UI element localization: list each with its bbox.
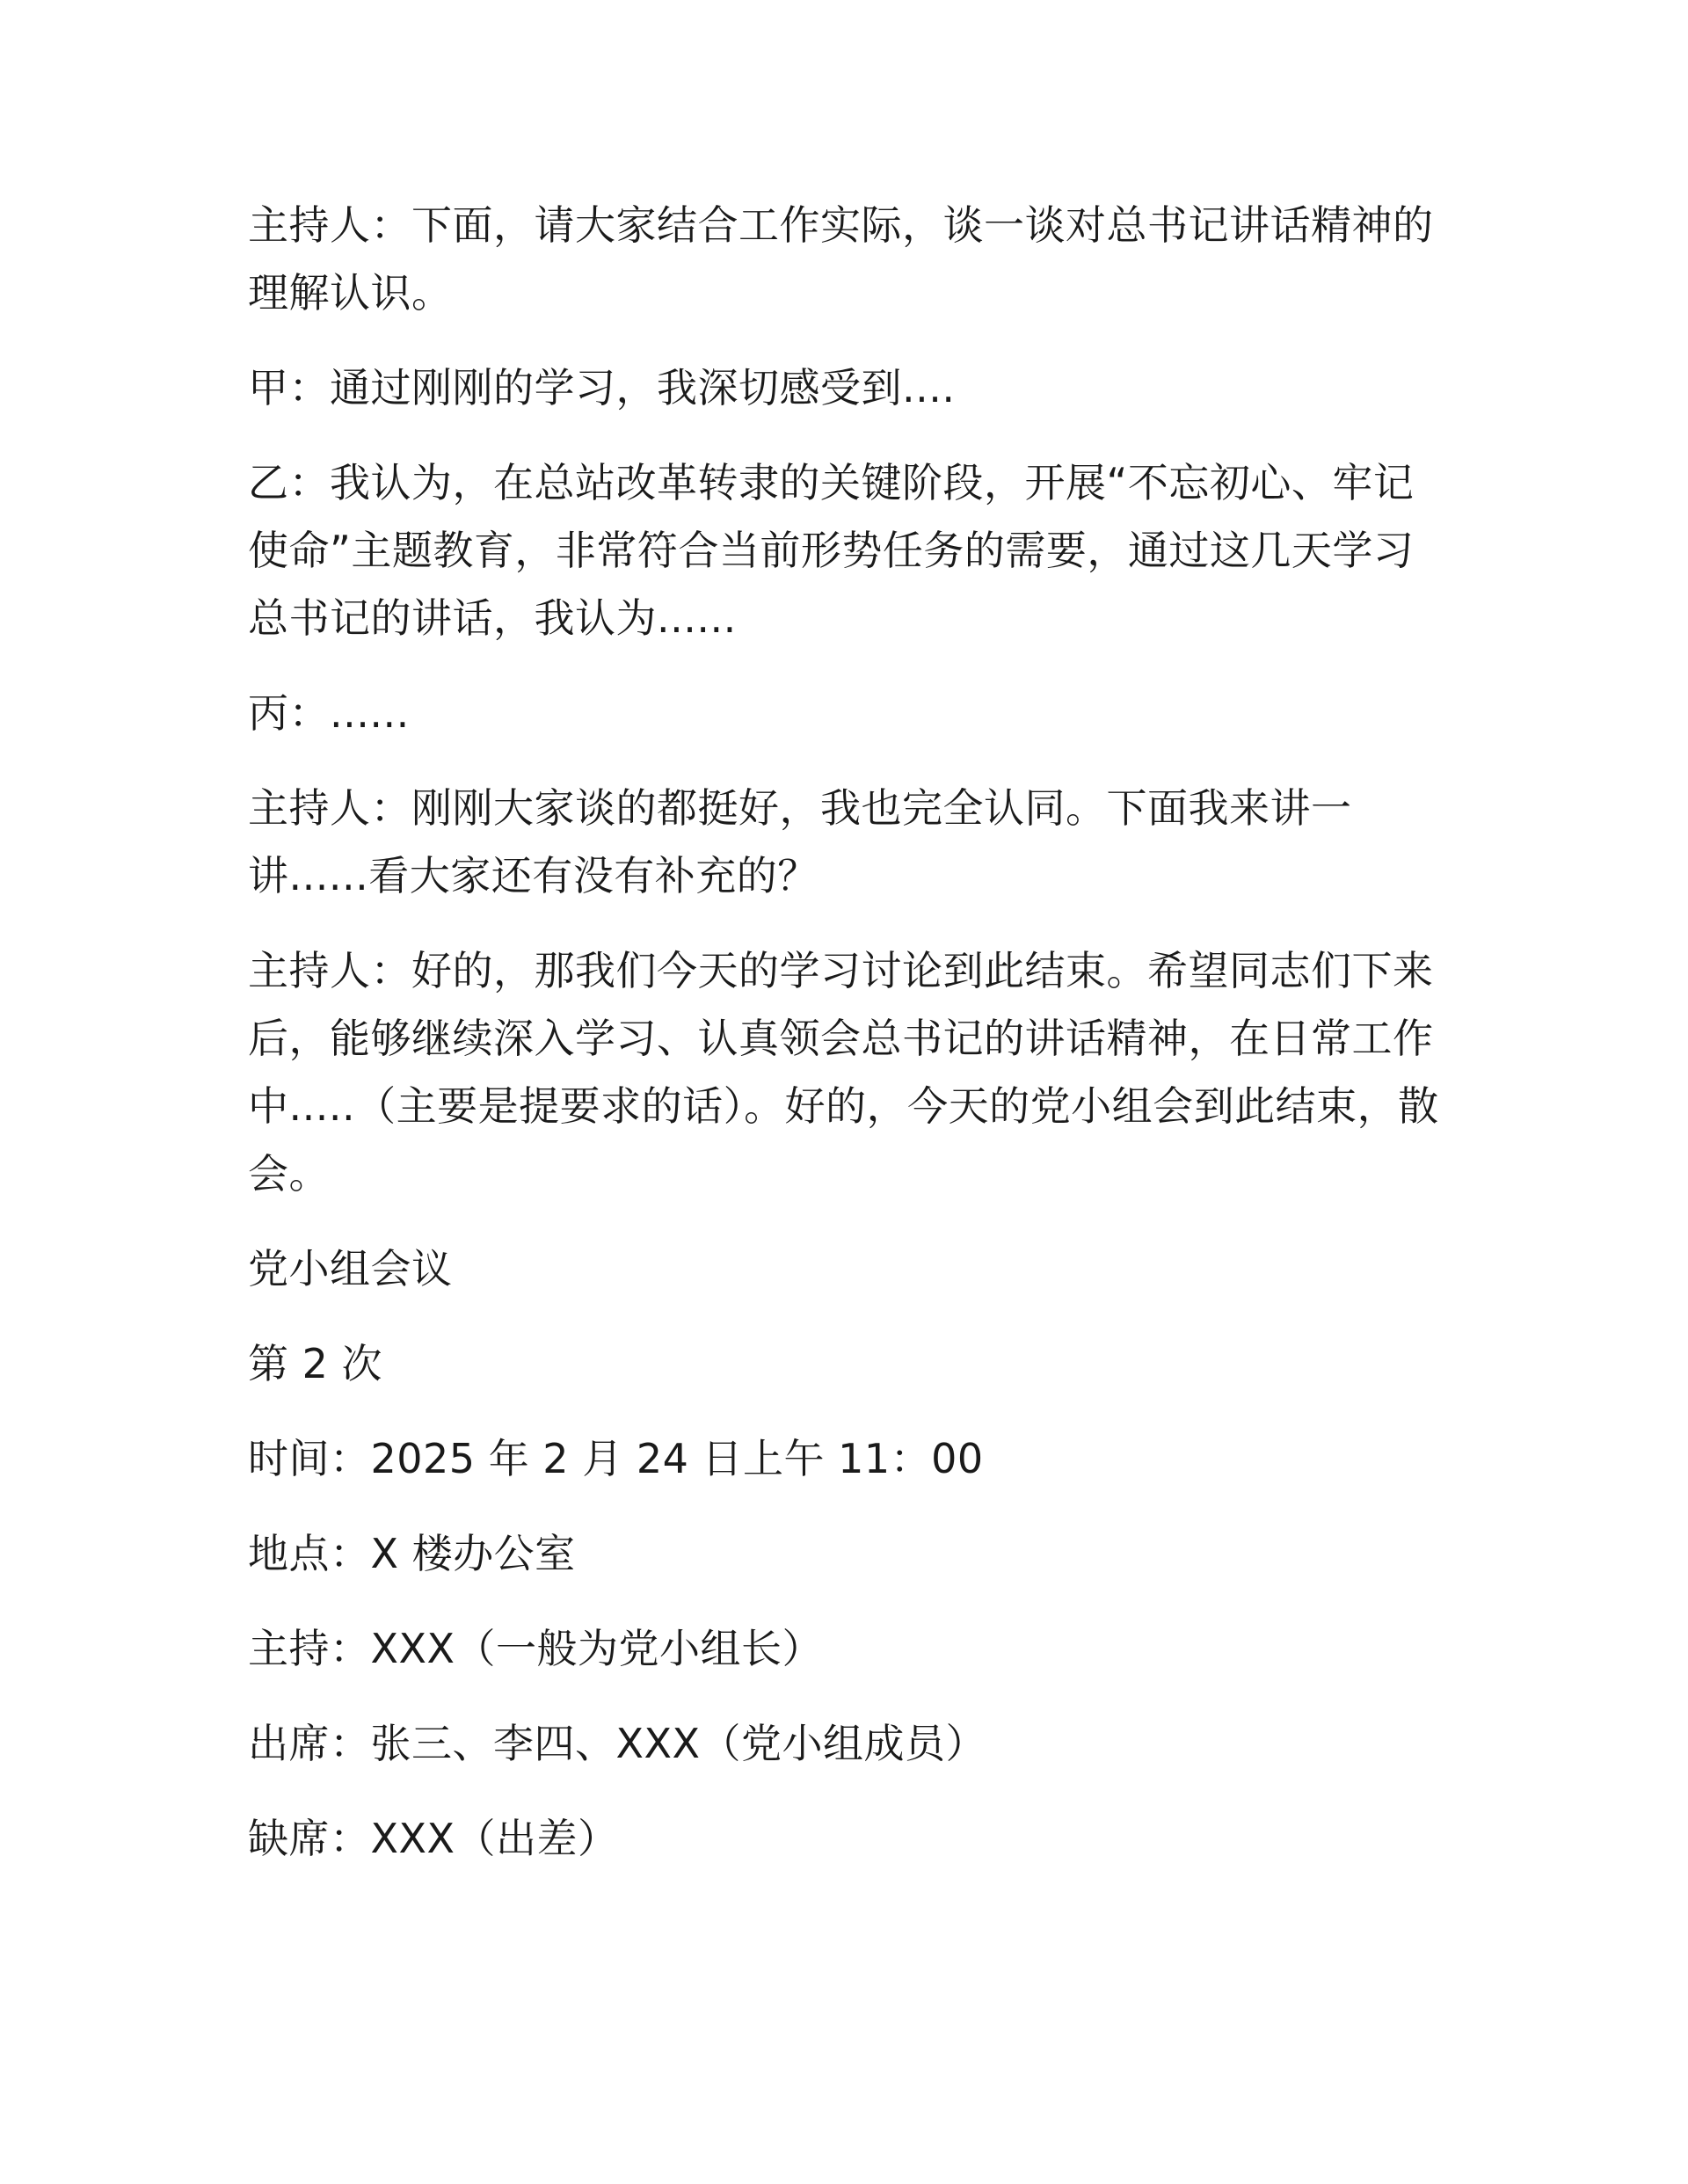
- paragraph-host-closing: 主持人：好的，那我们今天的学习讨论到此结束。希望同志们下来后，能够继续深入学习、认真领会总书记的讲话精神，在日常工作中.....（主要是提要求的话）。好的，今天的党小组会到此结束，散会。: [248, 947, 1439, 1198]
- meeting-heading: 党小组会议: [248, 1245, 453, 1292]
- meeting-host: 主持：XXX（一般为党小组长）: [248, 1625, 824, 1672]
- paragraph-speaker-a: 甲：通过刚刚的学习，我深切感受到....: [248, 364, 956, 411]
- meeting-attendees: 出席：张三、李四、XXX（党小组成员）: [248, 1720, 987, 1767]
- meeting-absentees: 缺席：XXX（出差）: [248, 1815, 619, 1862]
- paragraph-speaker-c: 丙：......: [248, 689, 410, 737]
- document-body: [248, 192, 1445, 1900]
- paragraph-host-intro: 主持人：下面，请大家结合工作实际，谈一谈对总书记讲话精神的理解认识。: [248, 201, 1434, 317]
- paragraph-speaker-b: 乙：我认为，在总站改革转隶的关键阶段，开展“不忘初心、牢记使命”主题教育，非常符合当前形势任务的需要，通过这几天学习总书记的讲话，我认为......: [248, 459, 1415, 642]
- paragraph-host-response: 主持人：刚刚大家谈的都挺好，我也完全认同。下面我来讲一讲......看大家还有没有补充的？: [248, 784, 1352, 899]
- meeting-time: 时间：2025 年 2 月 24 日上午 11：00: [248, 1435, 984, 1482]
- meeting-location: 地点：X 楼办公室: [248, 1530, 576, 1577]
- meeting-number: 第 2 次: [248, 1340, 383, 1387]
